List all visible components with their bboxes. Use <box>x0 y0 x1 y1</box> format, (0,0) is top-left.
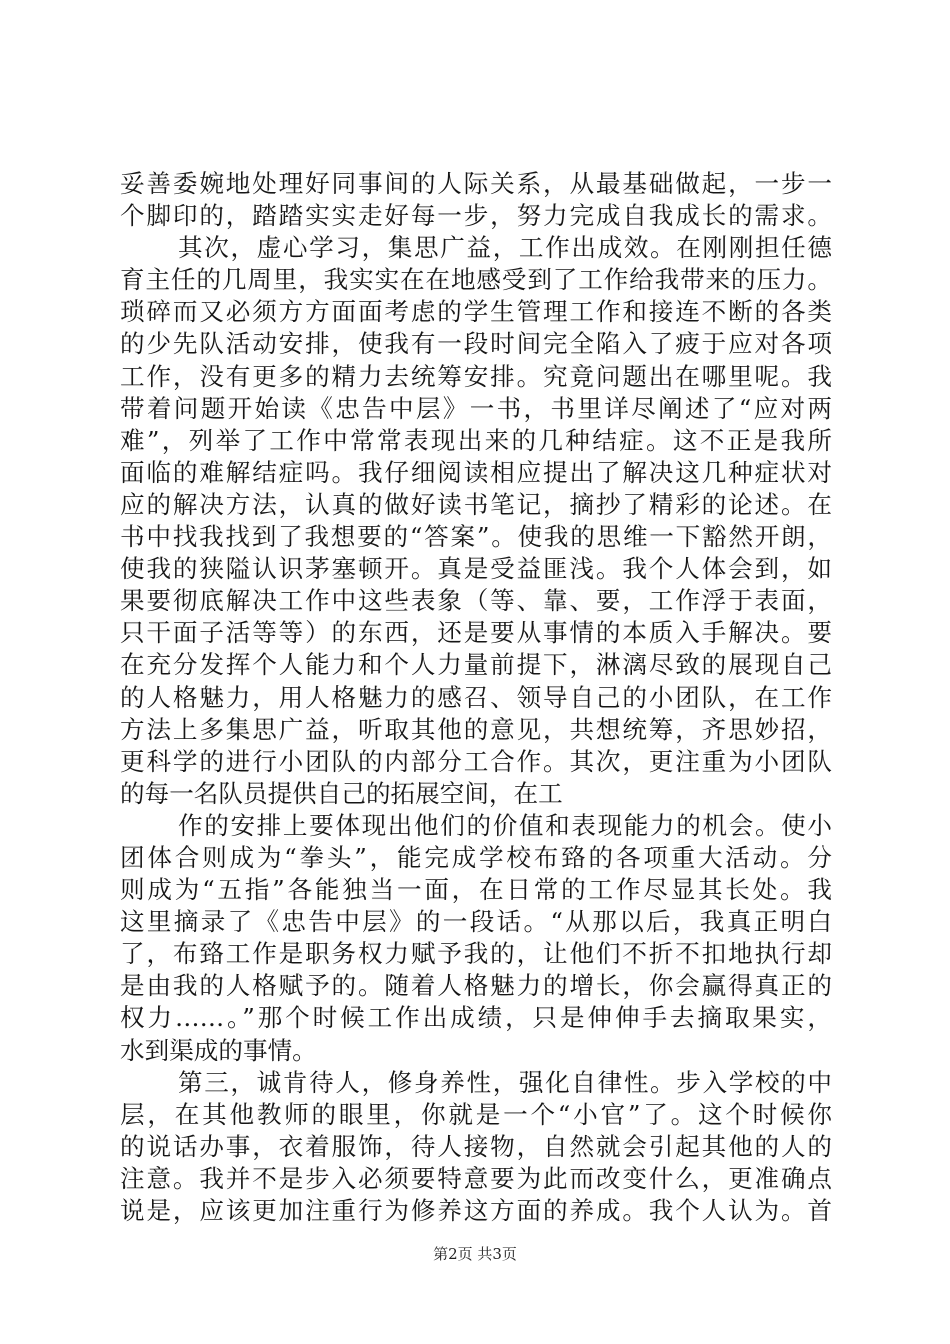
text-line: 注意。我并不是步入必须要特意要为此而改变什么，更准确点 <box>120 1163 832 1193</box>
text-line: 个脚印的，踏踏实实走好每一步，努力完成自我成长的需求。 <box>120 201 832 231</box>
text-line: 的每一名队员提供自己的拓展空间，在工 <box>120 778 563 808</box>
text-line: 育主任的几周里，我实实在在地感受到了工作给我带来的压力。 <box>120 265 832 295</box>
text-line: 说是，应该更加注重行为修养这方面的养成。我个人认为。首 <box>120 1196 832 1225</box>
document-body <box>120 168 832 1227</box>
text-line: 则成为“五指”各能独当一面，在日常的工作尽显其长处。我 <box>120 875 832 905</box>
text-line: 的人格魅力，用人格魅力的感召、领导自己的小团队，在工作 <box>120 682 832 712</box>
text-line: 更科学的进行小团队的内部分工合作。其次，更注重为小团队 <box>120 746 832 776</box>
text-line: 层，在其他教师的眼里，你就是一个“小官”了。这个时候你 <box>120 1099 832 1129</box>
text-line: 其次，虚心学习，集思广益，工作出成效。在刚刚担任德 <box>178 233 832 263</box>
text-line: 书中找我找到了我想要的“答案”。使我的思维一下豁然开朗， <box>120 522 832 552</box>
text-line: 第三，诚肯待人，修身养性，强化自律性。步入学校的中 <box>178 1067 832 1097</box>
text-line: 带着问题开始读《忠告中层》一书，书里详尽阐述了“应对两 <box>120 393 832 423</box>
text-line: 面临的难解结症吗。我仔细阅读相应提出了解决这几种症状对 <box>120 457 832 487</box>
text-line: 只干面子活等等）的东西，还是要从事情的本质入手解决。要 <box>120 618 832 648</box>
page-footer: 第2页 共3页 <box>433 1245 517 1263</box>
text-line: 权力……。”那个时候工作出成绩，只是伸伸手去摘取果实， <box>120 1003 832 1033</box>
text-line: 作的安排上要体现出他们的价值和表现能力的机会。使小 <box>178 810 832 840</box>
text-line: 果要彻底解决工作中这些表象（等、靠、要，工作浮于表面， <box>120 586 832 616</box>
text-line: 应的解决方法，认真的做好读书笔记，摘抄了精彩的论述。在 <box>120 489 832 519</box>
text-line: 在充分发挥个人能力和个人力量前提下，淋漓尽致的展现自己 <box>120 650 832 680</box>
text-line: 琐碎而又必须方方面面考虑的学生管理工作和接连不断的各类 <box>120 297 832 327</box>
text-line: 方法上多集思广益，听取其他的意见，共想统筹，齐思妙招， <box>120 714 832 744</box>
text-line: 难”，列举了工作中常常表现出来的几种结症。这不正是我所 <box>120 425 832 455</box>
text-line: 团体合则成为“拳头”，能完成学校布臵的各项重大活动。分 <box>120 842 832 872</box>
text-line: 是由我的人格赋予的。随着人格魅力的增长，你会赢得真正的 <box>120 971 832 1001</box>
text-line: 这里摘录了《忠告中层》的一段话。“从那以后，我真正明白 <box>120 907 832 937</box>
text-line: 工作，没有更多的精力去统筹安排。究竟问题出在哪里呢。我 <box>120 361 832 391</box>
text-line: 水到渠成的事情。 <box>120 1035 317 1065</box>
text-line: 使我的狭隘认识茅塞顿开。真是受益匪浅。我个人体会到，如 <box>120 554 832 584</box>
text-line: 的说话办事，衣着服饰，待人接物，自然就会引起其他的人的 <box>120 1131 832 1161</box>
text-line: 的少先队活动安排，使我有一段时间完全陷入了疲于应对各项 <box>120 329 832 359</box>
text-line: 了，布臵工作是职务权力赋予我的，让他们不折不扣地执行却 <box>120 939 832 969</box>
text-line: 妥善委婉地处理好同事间的人际关系，从最基础做起，一步一 <box>120 169 832 198</box>
